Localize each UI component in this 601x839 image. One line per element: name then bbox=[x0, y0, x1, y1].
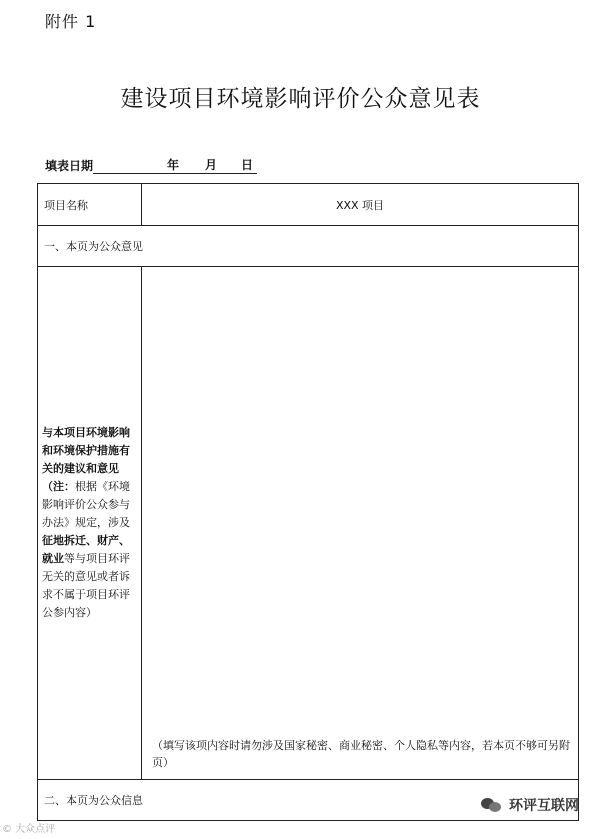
section-public-opinion: 一、本页为公众意见 bbox=[38, 226, 579, 267]
project-name-value[interactable]: XXX 项目 bbox=[142, 184, 579, 226]
opinion-note-text: 根据《环境影响评价公众参与办法》规定，涉及 bbox=[42, 480, 130, 529]
corner-watermark: © 大众点评 bbox=[2, 824, 56, 835]
month-label: 月 bbox=[205, 158, 218, 172]
section-public-info: 二、本页为公众信息 bbox=[38, 780, 579, 821]
table-row bbox=[38, 267, 579, 780]
year-label: 年 bbox=[167, 158, 180, 172]
opinion-input-area[interactable] bbox=[142, 267, 579, 780]
fill-date-field[interactable] bbox=[93, 159, 257, 174]
opinion-form-table bbox=[37, 183, 579, 821]
table-row bbox=[38, 184, 579, 226]
wechat-icon bbox=[481, 797, 503, 813]
opinion-label-bold: 与本项目环境影响和环境保护措施有关的建议和意见 bbox=[42, 426, 130, 475]
day-label: 日 bbox=[241, 158, 254, 172]
opinion-label bbox=[38, 267, 142, 780]
attachment-label: 附件 1 bbox=[45, 12, 97, 31]
page-title: 建设项目环境影响评价公众意见表 bbox=[120, 86, 481, 112]
opinion-note-tail: 等与项目环评无关的意见或者诉求不属于项目环评公参内容） bbox=[42, 552, 130, 619]
fill-date-row bbox=[45, 157, 257, 174]
watermark-text: 环评互联网 bbox=[509, 798, 579, 814]
opinion-note-bold: 征地拆迁、财产、就业 bbox=[42, 534, 130, 565]
table-row bbox=[38, 226, 579, 267]
project-name-label: 项目名称 bbox=[38, 184, 142, 226]
watermark bbox=[481, 795, 579, 815]
fill-date-label: 填表日期 bbox=[45, 159, 94, 173]
opinion-note: （填写该项内容时请勿涉及国家秘密、商业秘密、个人隐私等内容，若本页不够可另附页） bbox=[152, 739, 570, 769]
opinion-note-prefix: （注： bbox=[42, 480, 75, 493]
